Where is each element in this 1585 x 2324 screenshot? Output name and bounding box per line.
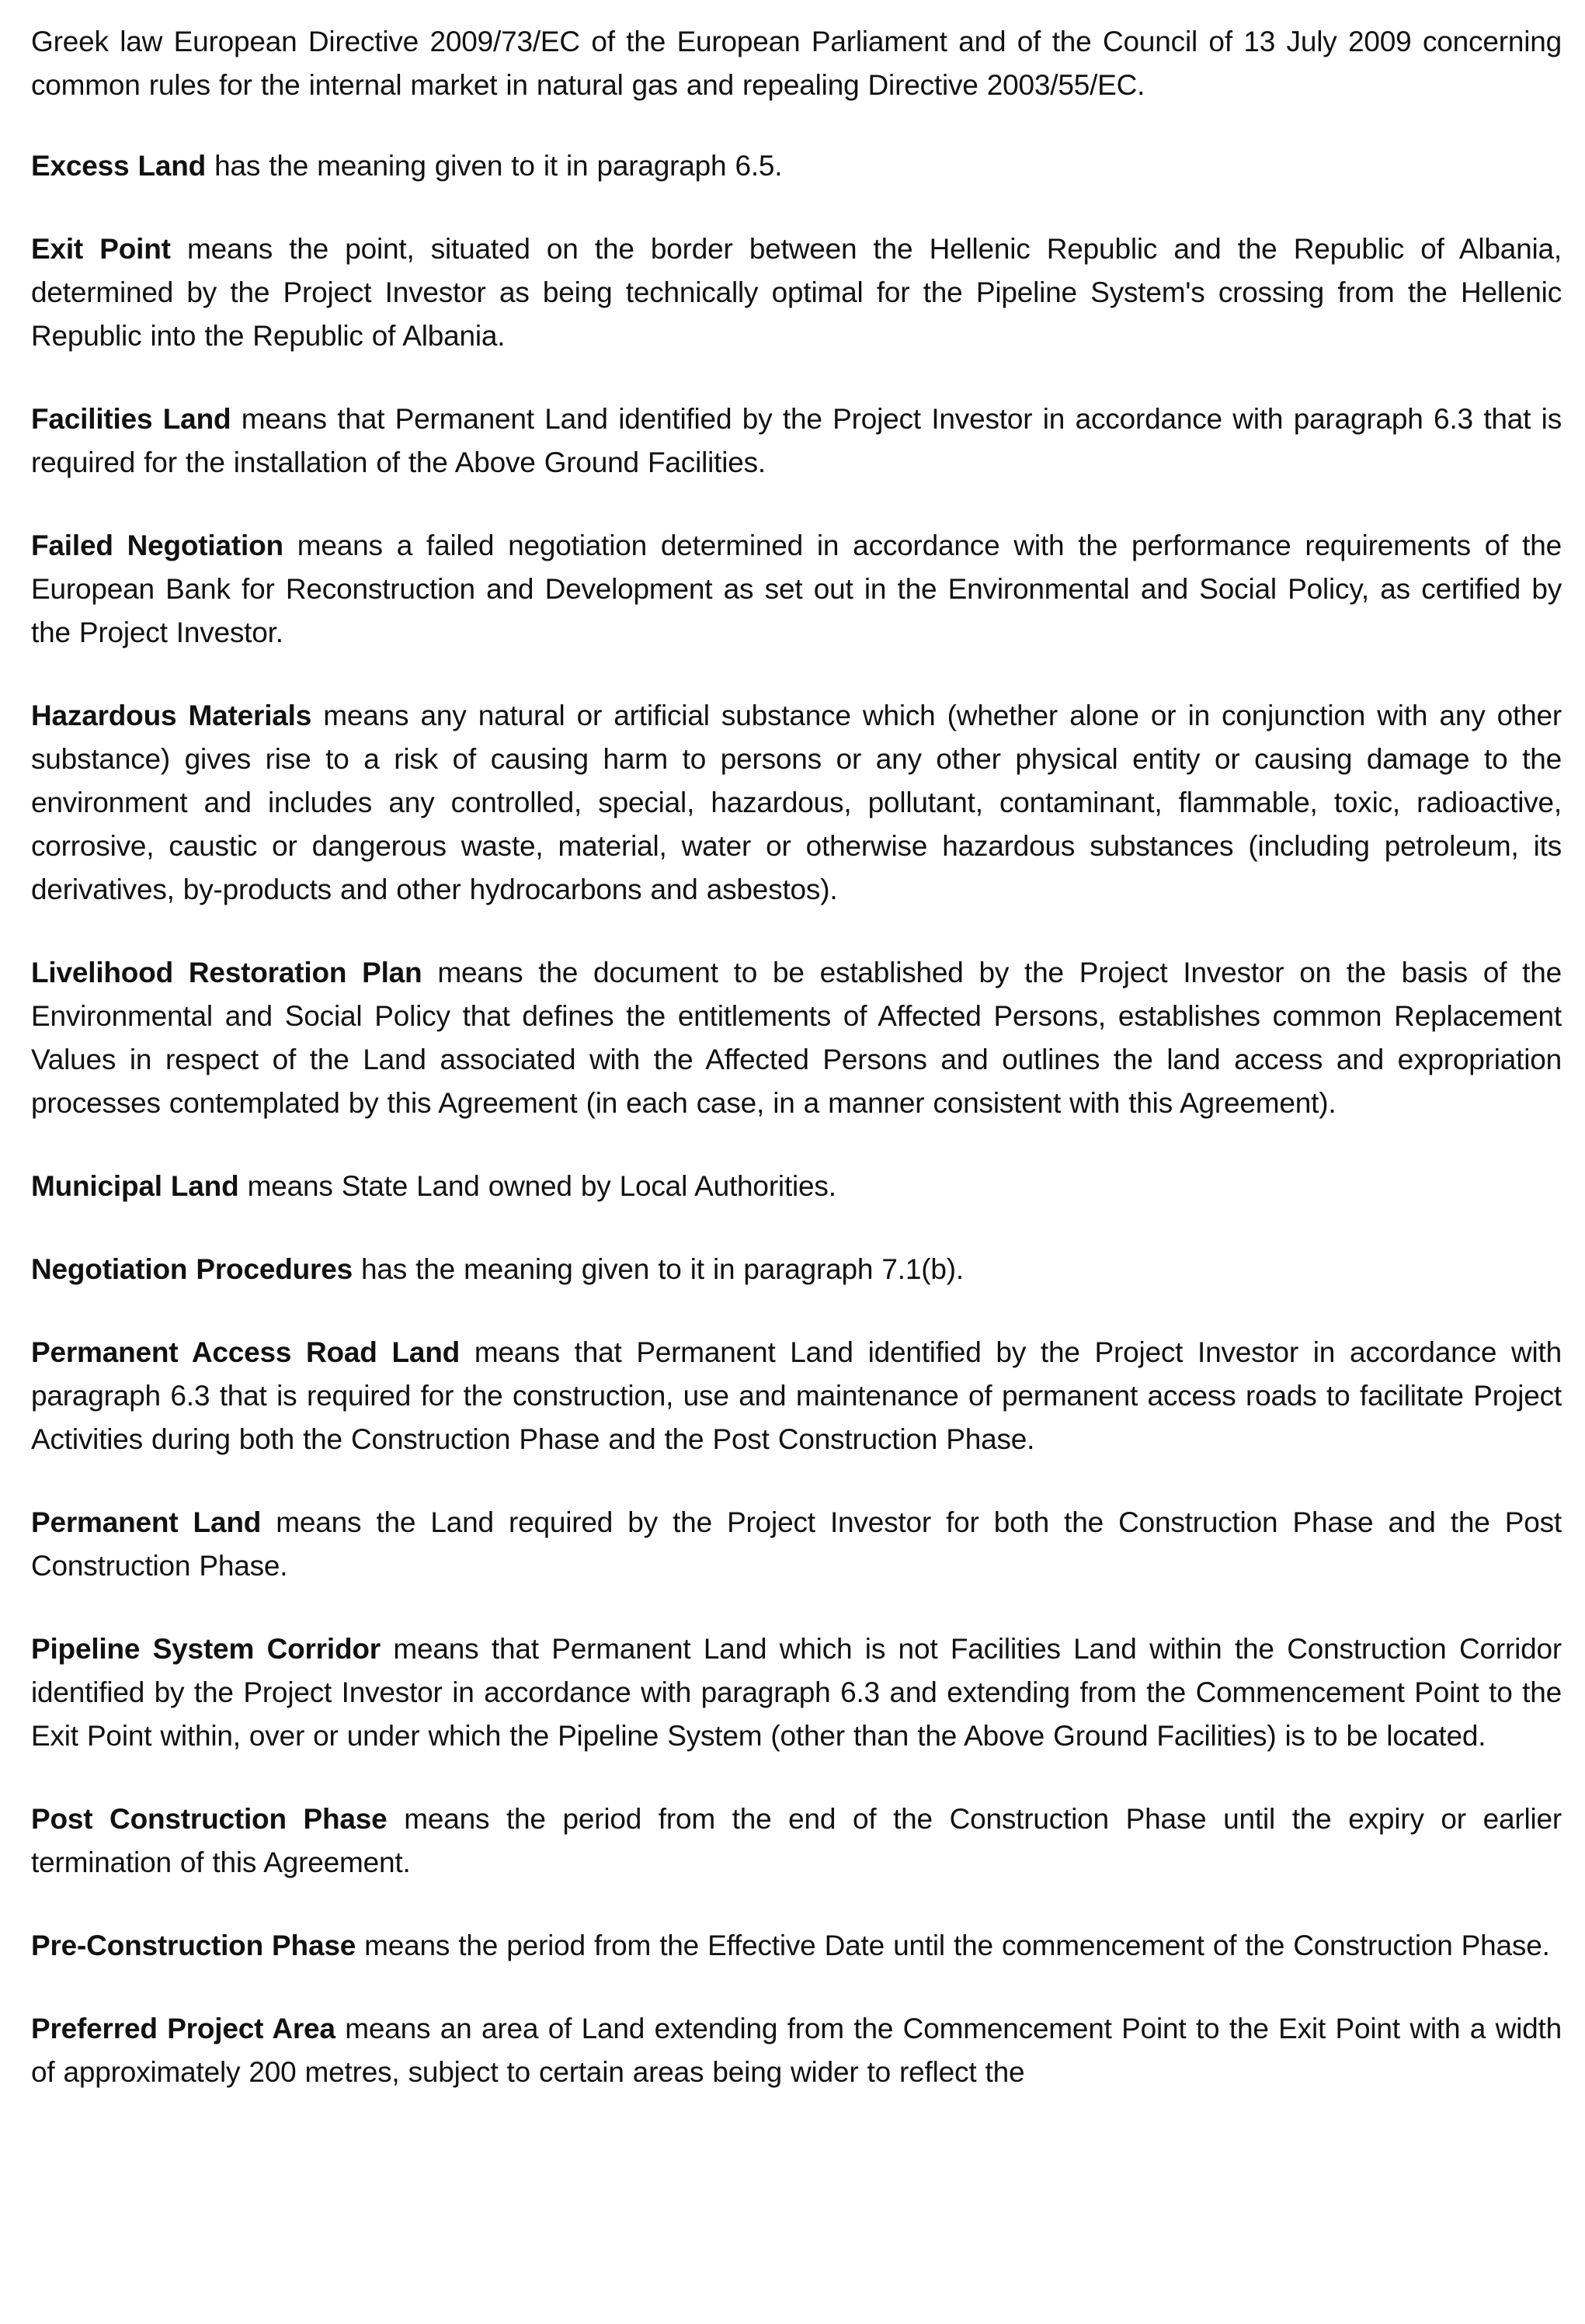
definition-text: means the Land required by the Project Investor for both the Construction Phase and the Post Construction Phase.: [31, 1506, 1562, 1582]
definition-permanent-land: [31, 1501, 1562, 1588]
defined-term: Exit Point: [31, 233, 171, 265]
defined-term: Permanent Access Road Land: [31, 1336, 461, 1368]
definition-permanent-access-road-land: [31, 1331, 1562, 1461]
paragraph-directive-reference: [31, 20, 1562, 107]
definition-text: means the period from the Effective Date until the commencement of the Construction Phase.: [356, 1930, 1550, 1961]
definition-text: means the period from the end of the Construction Phase until the expiry or earlier termination of this Agreement.: [31, 1803, 1562, 1878]
definition-text: means State Land owned by Local Authorities.: [238, 1170, 836, 1202]
defined-term: Permanent Land: [31, 1506, 262, 1538]
definition-hazardous-materials: [31, 694, 1562, 912]
defined-term: Excess Land: [31, 150, 207, 182]
definition-facilities-land: [31, 398, 1562, 485]
defined-term: Failed Negotiation: [31, 530, 283, 561]
definition-text: Greek law European Directive 2009/73/EC of the European Parliament and of the Council of 13 July 2009 concerning common rules for the internal market in natural gas and repealing Directive 2003/55/EC.: [31, 26, 1562, 101]
definition-pipeline-system-corridor: [31, 1627, 1562, 1758]
definition-text: means the point, situated on the border between the Hellenic Republic and the Republic of Albania, determined by the Project Investor as being technically optimal for the Pipeline System's crossing from the Hellenic Republic into the Republic of Albania.: [31, 233, 1562, 352]
definition-failed-negotiation: [31, 524, 1562, 655]
defined-term: Facilities Land: [31, 403, 231, 435]
definition-municipal-land: [31, 1165, 1562, 1208]
definition-text: means that Permanent Land identified by the Project Investor in accordance with paragraph 6.3 that is required for the construction, use and maintenance of permanent access roads to facilitate Project Activities during both the Construction Phase and the Post Construction Phase.: [31, 1336, 1562, 1455]
definition-negotiation-procedures: [31, 1248, 1562, 1291]
definition-text: means any natural or artificial substance which (whether alone or in conjunction with any other substance) gives rise to a risk of causing harm to persons or any other physical entity or causing damage to the environment and includes any controlled, special, hazardous, pollutant, contaminant, flammable, toxic, radioactive, corrosive, caustic or dangerous waste, material, water or otherwise hazardous substances (including petroleum, its derivatives, by-products and other hydrocarbons and asbestos).: [31, 700, 1562, 905]
defined-term: Livelihood Restoration Plan: [31, 957, 422, 988]
definition-livelihood-restoration-plan: [31, 951, 1562, 1125]
definition-text: means that Permanent Land identified by the Project Investor in accordance with paragraph 6.3 that is required for the installation of the Above Ground Facilities.: [31, 403, 1562, 478]
definition-excess-land: [31, 144, 1562, 188]
defined-term: Post Construction Phase: [31, 1803, 388, 1835]
defined-term: Pipeline System Corridor: [31, 1633, 381, 1665]
definition-post-construction-phase: [31, 1798, 1562, 1885]
definition-exit-point: [31, 228, 1562, 358]
defined-term: Hazardous Materials: [31, 700, 312, 731]
definition-text: means the document to be established by the Project Investor on the basis of the Environmental and Social Policy that defines the entitlements of Affected Persons, establishes common Replacement Values in respect of the Land associated with the Affected Persons and outlines the land access and expropriation processes contemplated by this Agreement (in each case, in a manner consistent with this Agreement).: [31, 957, 1562, 1119]
defined-term: Municipal Land: [31, 1170, 239, 1202]
definition-pre-construction-phase: [31, 1924, 1562, 1968]
defined-term: Preferred Project Area: [31, 2013, 335, 2044]
definition-text: means a failed negotiation determined in accordance with the performance requirements of the European Bank for Reconstruction and Development as set out in the Environmental and Social Policy, as certified by the Project Investor.: [31, 530, 1562, 648]
definition-text: has the meaning given to it in paragraph 6.5.: [206, 150, 783, 182]
definition-preferred-project-area: [31, 2007, 1562, 2094]
defined-term: Pre-Construction Phase: [31, 1930, 356, 1961]
definition-text: means that Permanent Land which is not Facilities Land within the Construction Corridor identified by the Project Investor in accordance with paragraph 6.3 and extending from the Commencement Point to the Exit Point within, over or under which the Pipeline System (other than the Above Ground Facilities) is to be located.: [31, 1633, 1562, 1752]
definition-text: has the meaning given to it in paragraph 7.1(b).: [352, 1253, 964, 1285]
definition-text: means an area of Land extending from the Commencement Point to the Exit Point with a width of approximately 200 metres, subject to certain areas being wider to reflect the: [31, 2013, 1562, 2088]
defined-term: Negotiation Procedures: [31, 1253, 353, 1285]
